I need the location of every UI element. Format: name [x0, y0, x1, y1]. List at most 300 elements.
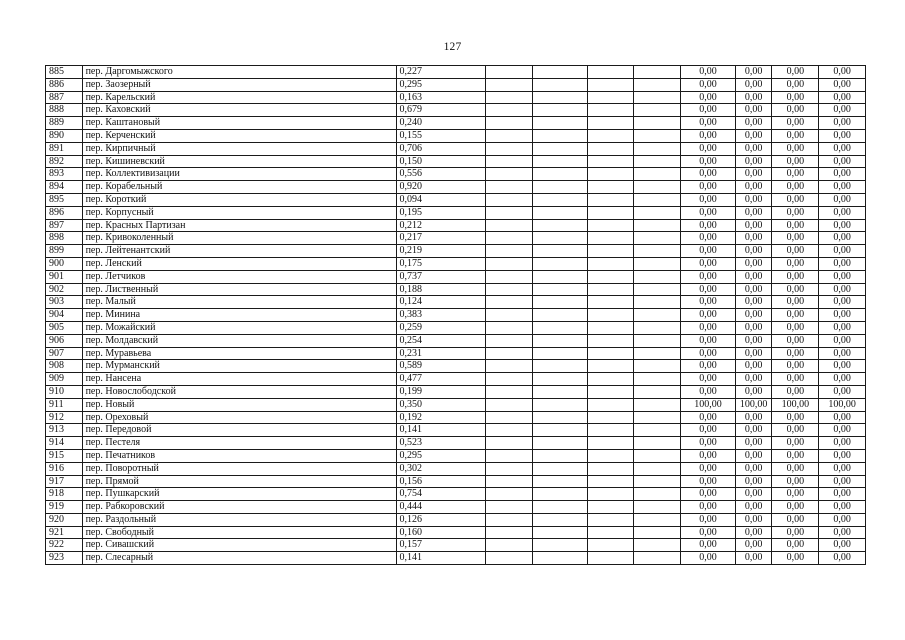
empty-cell: [587, 66, 634, 79]
percent-cell-3: 0,00: [772, 347, 819, 360]
percent-cell-2: 0,00: [735, 539, 772, 552]
table-row: [46, 129, 866, 142]
page-number: 127: [443, 41, 462, 53]
percent-cell-3: 0,00: [772, 257, 819, 270]
row-number-cell: 906: [46, 334, 83, 347]
empty-cell: [587, 513, 634, 526]
street-name-cell: пер. Новый: [82, 398, 396, 411]
empty-cell: [587, 334, 634, 347]
percent-cell-1: 0,00: [681, 501, 736, 514]
percent-cell-1: 0,00: [681, 552, 736, 565]
percent-cell-4: 0,00: [819, 475, 866, 488]
empty-cell: [587, 168, 634, 181]
row-number-cell: 920: [46, 513, 83, 526]
percent-cell-2: 0,00: [735, 193, 772, 206]
street-name-cell: пер. Молдавский: [82, 334, 396, 347]
percent-cell-1: 0,00: [681, 104, 736, 117]
empty-cell: [587, 283, 634, 296]
empty-cell: [634, 449, 681, 462]
street-name-cell: пер. Летчиков: [82, 270, 396, 283]
length-cell: 0,219: [396, 245, 485, 258]
length-cell: 0,231: [396, 347, 485, 360]
empty-cell: [587, 526, 634, 539]
empty-cell: [532, 168, 587, 181]
percent-cell-4: 0,00: [819, 66, 866, 79]
length-cell: 0,156: [396, 475, 485, 488]
percent-cell-1: 0,00: [681, 462, 736, 475]
street-name-cell: пер. Короткий: [82, 193, 396, 206]
table-row: [46, 411, 866, 424]
length-cell: 0,227: [396, 66, 485, 79]
empty-cell: [532, 475, 587, 488]
row-number-cell: 909: [46, 373, 83, 386]
empty-cell: [485, 104, 532, 117]
percent-cell-3: 0,00: [772, 501, 819, 514]
percent-cell-1: 0,00: [681, 513, 736, 526]
street-name-cell: пер. Кирпичный: [82, 142, 396, 155]
table-row: [46, 539, 866, 552]
percent-cell-2: 100,00: [735, 398, 772, 411]
row-number-cell: 915: [46, 449, 83, 462]
table-row: [46, 117, 866, 130]
street-name-cell: пер. Ленский: [82, 257, 396, 270]
length-cell: 0,350: [396, 398, 485, 411]
empty-cell: [532, 117, 587, 130]
length-cell: 0,920: [396, 181, 485, 194]
table-body: [46, 66, 866, 565]
table-row: [46, 462, 866, 475]
row-number-cell: 901: [46, 270, 83, 283]
percent-cell-4: 0,00: [819, 78, 866, 91]
length-cell: 0,199: [396, 385, 485, 398]
length-cell: 0,444: [396, 501, 485, 514]
empty-cell: [485, 142, 532, 155]
percent-cell-1: 0,00: [681, 245, 736, 258]
empty-cell: [587, 129, 634, 142]
percent-cell-2: 0,00: [735, 270, 772, 283]
table-row: [46, 373, 866, 386]
percent-cell-1: 0,00: [681, 296, 736, 309]
row-number-cell: 894: [46, 181, 83, 194]
percent-cell-2: 0,00: [735, 117, 772, 130]
row-number-cell: 919: [46, 501, 83, 514]
empty-cell: [634, 296, 681, 309]
empty-cell: [634, 142, 681, 155]
percent-cell-4: 0,00: [819, 232, 866, 245]
percent-cell-1: 0,00: [681, 193, 736, 206]
empty-cell: [532, 104, 587, 117]
percent-cell-4: 0,00: [819, 360, 866, 373]
percent-cell-1: 0,00: [681, 437, 736, 450]
percent-cell-4: 0,00: [819, 411, 866, 424]
street-name-cell: пер. Передовой: [82, 424, 396, 437]
length-cell: 0,302: [396, 462, 485, 475]
empty-cell: [634, 513, 681, 526]
empty-cell: [587, 155, 634, 168]
street-register-table: [45, 65, 866, 565]
percent-cell-4: 0,00: [819, 117, 866, 130]
empty-cell: [532, 219, 587, 232]
percent-cell-4: 0,00: [819, 270, 866, 283]
empty-cell: [634, 270, 681, 283]
row-number-cell: 905: [46, 321, 83, 334]
percent-cell-2: 0,00: [735, 78, 772, 91]
empty-cell: [634, 501, 681, 514]
street-name-cell: пер. Ореховый: [82, 411, 396, 424]
percent-cell-3: 0,00: [772, 462, 819, 475]
percent-cell-4: 0,00: [819, 321, 866, 334]
table-row: [46, 513, 866, 526]
table-row: [46, 309, 866, 322]
street-name-cell: пер. Сивашский: [82, 539, 396, 552]
percent-cell-4: 0,00: [819, 181, 866, 194]
empty-cell: [532, 462, 587, 475]
empty-cell: [587, 219, 634, 232]
row-number-cell: 898: [46, 232, 83, 245]
street-name-cell: пер. Кишиневский: [82, 155, 396, 168]
empty-cell: [485, 155, 532, 168]
street-name-cell: пер. Каштановый: [82, 117, 396, 130]
row-number-cell: 923: [46, 552, 83, 565]
street-name-cell: пер. Корабельный: [82, 181, 396, 194]
percent-cell-3: 0,00: [772, 373, 819, 386]
percent-cell-2: 0,00: [735, 232, 772, 245]
empty-cell: [485, 129, 532, 142]
empty-cell: [485, 181, 532, 194]
row-number-cell: 900: [46, 257, 83, 270]
row-number-cell: 887: [46, 91, 83, 104]
percent-cell-3: 0,00: [772, 513, 819, 526]
empty-cell: [532, 257, 587, 270]
empty-cell: [634, 347, 681, 360]
length-cell: 0,217: [396, 232, 485, 245]
empty-cell: [634, 539, 681, 552]
percent-cell-2: 0,00: [735, 66, 772, 79]
empty-cell: [485, 552, 532, 565]
empty-cell: [587, 552, 634, 565]
empty-cell: [587, 373, 634, 386]
percent-cell-4: 0,00: [819, 539, 866, 552]
percent-cell-1: 0,00: [681, 257, 736, 270]
percent-cell-3: 0,00: [772, 142, 819, 155]
percent-cell-3: 0,00: [772, 334, 819, 347]
percent-cell-3: 0,00: [772, 219, 819, 232]
empty-cell: [485, 424, 532, 437]
length-cell: 0,175: [396, 257, 485, 270]
empty-cell: [587, 78, 634, 91]
percent-cell-2: 0,00: [735, 385, 772, 398]
row-number-cell: 896: [46, 206, 83, 219]
percent-cell-2: 0,00: [735, 168, 772, 181]
empty-cell: [532, 181, 587, 194]
percent-cell-1: 0,00: [681, 219, 736, 232]
percent-cell-1: 0,00: [681, 373, 736, 386]
length-cell: 0,295: [396, 78, 485, 91]
empty-cell: [532, 552, 587, 565]
empty-cell: [587, 424, 634, 437]
empty-cell: [634, 104, 681, 117]
empty-cell: [587, 296, 634, 309]
length-cell: 0,192: [396, 411, 485, 424]
street-name-cell: пер. Можайский: [82, 321, 396, 334]
empty-cell: [587, 462, 634, 475]
empty-cell: [634, 309, 681, 322]
percent-cell-1: 0,00: [681, 91, 736, 104]
empty-cell: [485, 257, 532, 270]
table-row: [46, 449, 866, 462]
percent-cell-3: 0,00: [772, 155, 819, 168]
percent-cell-1: 0,00: [681, 66, 736, 79]
length-cell: 0,160: [396, 526, 485, 539]
empty-cell: [485, 347, 532, 360]
percent-cell-4: 0,00: [819, 219, 866, 232]
percent-cell-3: 0,00: [772, 245, 819, 258]
empty-cell: [634, 232, 681, 245]
empty-cell: [587, 475, 634, 488]
length-cell: 0,195: [396, 206, 485, 219]
table-row: [46, 232, 866, 245]
empty-cell: [485, 78, 532, 91]
row-number-cell: 922: [46, 539, 83, 552]
percent-cell-2: 0,00: [735, 347, 772, 360]
percent-cell-4: 0,00: [819, 462, 866, 475]
street-name-cell: пер. Слесарный: [82, 552, 396, 565]
length-cell: 0,523: [396, 437, 485, 450]
empty-cell: [532, 385, 587, 398]
empty-cell: [532, 142, 587, 155]
empty-cell: [587, 411, 634, 424]
empty-cell: [634, 411, 681, 424]
empty-cell: [485, 321, 532, 334]
percent-cell-4: 0,00: [819, 347, 866, 360]
percent-cell-4: 0,00: [819, 334, 866, 347]
empty-cell: [532, 232, 587, 245]
empty-cell: [532, 334, 587, 347]
row-number-cell: 916: [46, 462, 83, 475]
percent-cell-4: 0,00: [819, 142, 866, 155]
street-name-cell: пер. Новослободской: [82, 385, 396, 398]
row-number-cell: 902: [46, 283, 83, 296]
empty-cell: [532, 245, 587, 258]
empty-cell: [532, 424, 587, 437]
percent-cell-4: 100,00: [819, 398, 866, 411]
empty-cell: [485, 475, 532, 488]
percent-cell-4: 0,00: [819, 104, 866, 117]
row-number-cell: 918: [46, 488, 83, 501]
empty-cell: [587, 437, 634, 450]
percent-cell-2: 0,00: [735, 488, 772, 501]
empty-cell: [634, 360, 681, 373]
empty-cell: [485, 296, 532, 309]
percent-cell-4: 0,00: [819, 526, 866, 539]
percent-cell-2: 0,00: [735, 526, 772, 539]
percent-cell-3: 0,00: [772, 206, 819, 219]
length-cell: 0,383: [396, 309, 485, 322]
percent-cell-4: 0,00: [819, 91, 866, 104]
empty-cell: [532, 398, 587, 411]
percent-cell-3: 0,00: [772, 475, 819, 488]
percent-cell-4: 0,00: [819, 296, 866, 309]
length-cell: 0,737: [396, 270, 485, 283]
length-cell: 0,240: [396, 117, 485, 130]
table-row: [46, 91, 866, 104]
percent-cell-2: 0,00: [735, 501, 772, 514]
empty-cell: [485, 219, 532, 232]
empty-cell: [587, 488, 634, 501]
percent-cell-4: 0,00: [819, 501, 866, 514]
length-cell: 0,295: [396, 449, 485, 462]
percent-cell-1: 0,00: [681, 181, 736, 194]
empty-cell: [587, 449, 634, 462]
percent-cell-3: 0,00: [772, 321, 819, 334]
empty-cell: [587, 193, 634, 206]
table-row: [46, 488, 866, 501]
empty-cell: [532, 66, 587, 79]
row-number-cell: 895: [46, 193, 83, 206]
percent-cell-2: 0,00: [735, 206, 772, 219]
table-row: [46, 155, 866, 168]
percent-cell-4: 0,00: [819, 245, 866, 258]
percent-cell-1: 0,00: [681, 206, 736, 219]
percent-cell-1: 0,00: [681, 424, 736, 437]
percent-cell-3: 0,00: [772, 539, 819, 552]
row-number-cell: 913: [46, 424, 83, 437]
row-number-cell: 921: [46, 526, 83, 539]
percent-cell-3: 0,00: [772, 91, 819, 104]
percent-cell-2: 0,00: [735, 219, 772, 232]
street-name-cell: пер. Поворотный: [82, 462, 396, 475]
empty-cell: [485, 334, 532, 347]
empty-cell: [485, 168, 532, 181]
percent-cell-3: 0,00: [772, 66, 819, 79]
empty-cell: [587, 91, 634, 104]
street-name-cell: пер. Нансена: [82, 373, 396, 386]
empty-cell: [485, 117, 532, 130]
percent-cell-3: 0,00: [772, 117, 819, 130]
percent-cell-3: 0,00: [772, 168, 819, 181]
percent-cell-2: 0,00: [735, 513, 772, 526]
percent-cell-4: 0,00: [819, 449, 866, 462]
percent-cell-2: 0,00: [735, 104, 772, 117]
street-name-cell: пер. Керченский: [82, 129, 396, 142]
empty-cell: [634, 155, 681, 168]
empty-cell: [485, 501, 532, 514]
percent-cell-1: 0,00: [681, 270, 736, 283]
length-cell: 0,254: [396, 334, 485, 347]
percent-cell-3: 0,00: [772, 385, 819, 398]
percent-cell-2: 0,00: [735, 155, 772, 168]
empty-cell: [634, 373, 681, 386]
empty-cell: [587, 309, 634, 322]
percent-cell-4: 0,00: [819, 129, 866, 142]
empty-cell: [485, 360, 532, 373]
percent-cell-3: 0,00: [772, 309, 819, 322]
empty-cell: [634, 283, 681, 296]
empty-cell: [485, 437, 532, 450]
length-cell: 0,141: [396, 552, 485, 565]
empty-cell: [634, 475, 681, 488]
length-cell: 0,188: [396, 283, 485, 296]
empty-cell: [634, 193, 681, 206]
percent-cell-3: 0,00: [772, 181, 819, 194]
percent-cell-3: 0,00: [772, 411, 819, 424]
percent-cell-4: 0,00: [819, 193, 866, 206]
empty-cell: [587, 117, 634, 130]
empty-cell: [485, 462, 532, 475]
percent-cell-3: 0,00: [772, 526, 819, 539]
empty-cell: [634, 78, 681, 91]
empty-cell: [587, 245, 634, 258]
percent-cell-1: 0,00: [681, 232, 736, 245]
percent-cell-1: 0,00: [681, 117, 736, 130]
street-name-cell: пер. Заозерный: [82, 78, 396, 91]
empty-cell: [532, 193, 587, 206]
empty-cell: [634, 257, 681, 270]
empty-cell: [485, 526, 532, 539]
street-name-cell: пер. Прямой: [82, 475, 396, 488]
empty-cell: [587, 539, 634, 552]
percent-cell-2: 0,00: [735, 475, 772, 488]
table-row: [46, 334, 866, 347]
percent-cell-2: 0,00: [735, 142, 772, 155]
empty-cell: [587, 321, 634, 334]
table-row: [46, 385, 866, 398]
table-row: [46, 66, 866, 79]
empty-cell: [634, 526, 681, 539]
empty-cell: [587, 206, 634, 219]
percent-cell-4: 0,00: [819, 155, 866, 168]
empty-cell: [485, 411, 532, 424]
percent-cell-3: 0,00: [772, 360, 819, 373]
table-row: [46, 78, 866, 91]
percent-cell-3: 0,00: [772, 552, 819, 565]
percent-cell-1: 100,00: [681, 398, 736, 411]
percent-cell-4: 0,00: [819, 206, 866, 219]
empty-cell: [587, 347, 634, 360]
percent-cell-3: 0,00: [772, 129, 819, 142]
empty-cell: [634, 117, 681, 130]
empty-cell: [634, 168, 681, 181]
empty-cell: [532, 321, 587, 334]
percent-cell-1: 0,00: [681, 78, 736, 91]
percent-cell-1: 0,00: [681, 526, 736, 539]
empty-cell: [532, 283, 587, 296]
row-number-cell: 917: [46, 475, 83, 488]
table-row: [46, 168, 866, 181]
length-cell: 0,141: [396, 424, 485, 437]
percent-cell-2: 0,00: [735, 296, 772, 309]
length-cell: 0,094: [396, 193, 485, 206]
empty-cell: [485, 373, 532, 386]
empty-cell: [634, 321, 681, 334]
row-number-cell: 891: [46, 142, 83, 155]
street-name-cell: пер. Минина: [82, 309, 396, 322]
row-number-cell: 907: [46, 347, 83, 360]
percent-cell-2: 0,00: [735, 334, 772, 347]
percent-cell-1: 0,00: [681, 168, 736, 181]
empty-cell: [485, 270, 532, 283]
percent-cell-1: 0,00: [681, 488, 736, 501]
empty-cell: [485, 66, 532, 79]
percent-cell-4: 0,00: [819, 373, 866, 386]
table-row: [46, 321, 866, 334]
street-name-cell: пер. Мурманский: [82, 360, 396, 373]
length-cell: 0,157: [396, 539, 485, 552]
empty-cell: [485, 539, 532, 552]
percent-cell-3: 100,00: [772, 398, 819, 411]
empty-cell: [485, 385, 532, 398]
street-name-cell: пер. Раздольный: [82, 513, 396, 526]
